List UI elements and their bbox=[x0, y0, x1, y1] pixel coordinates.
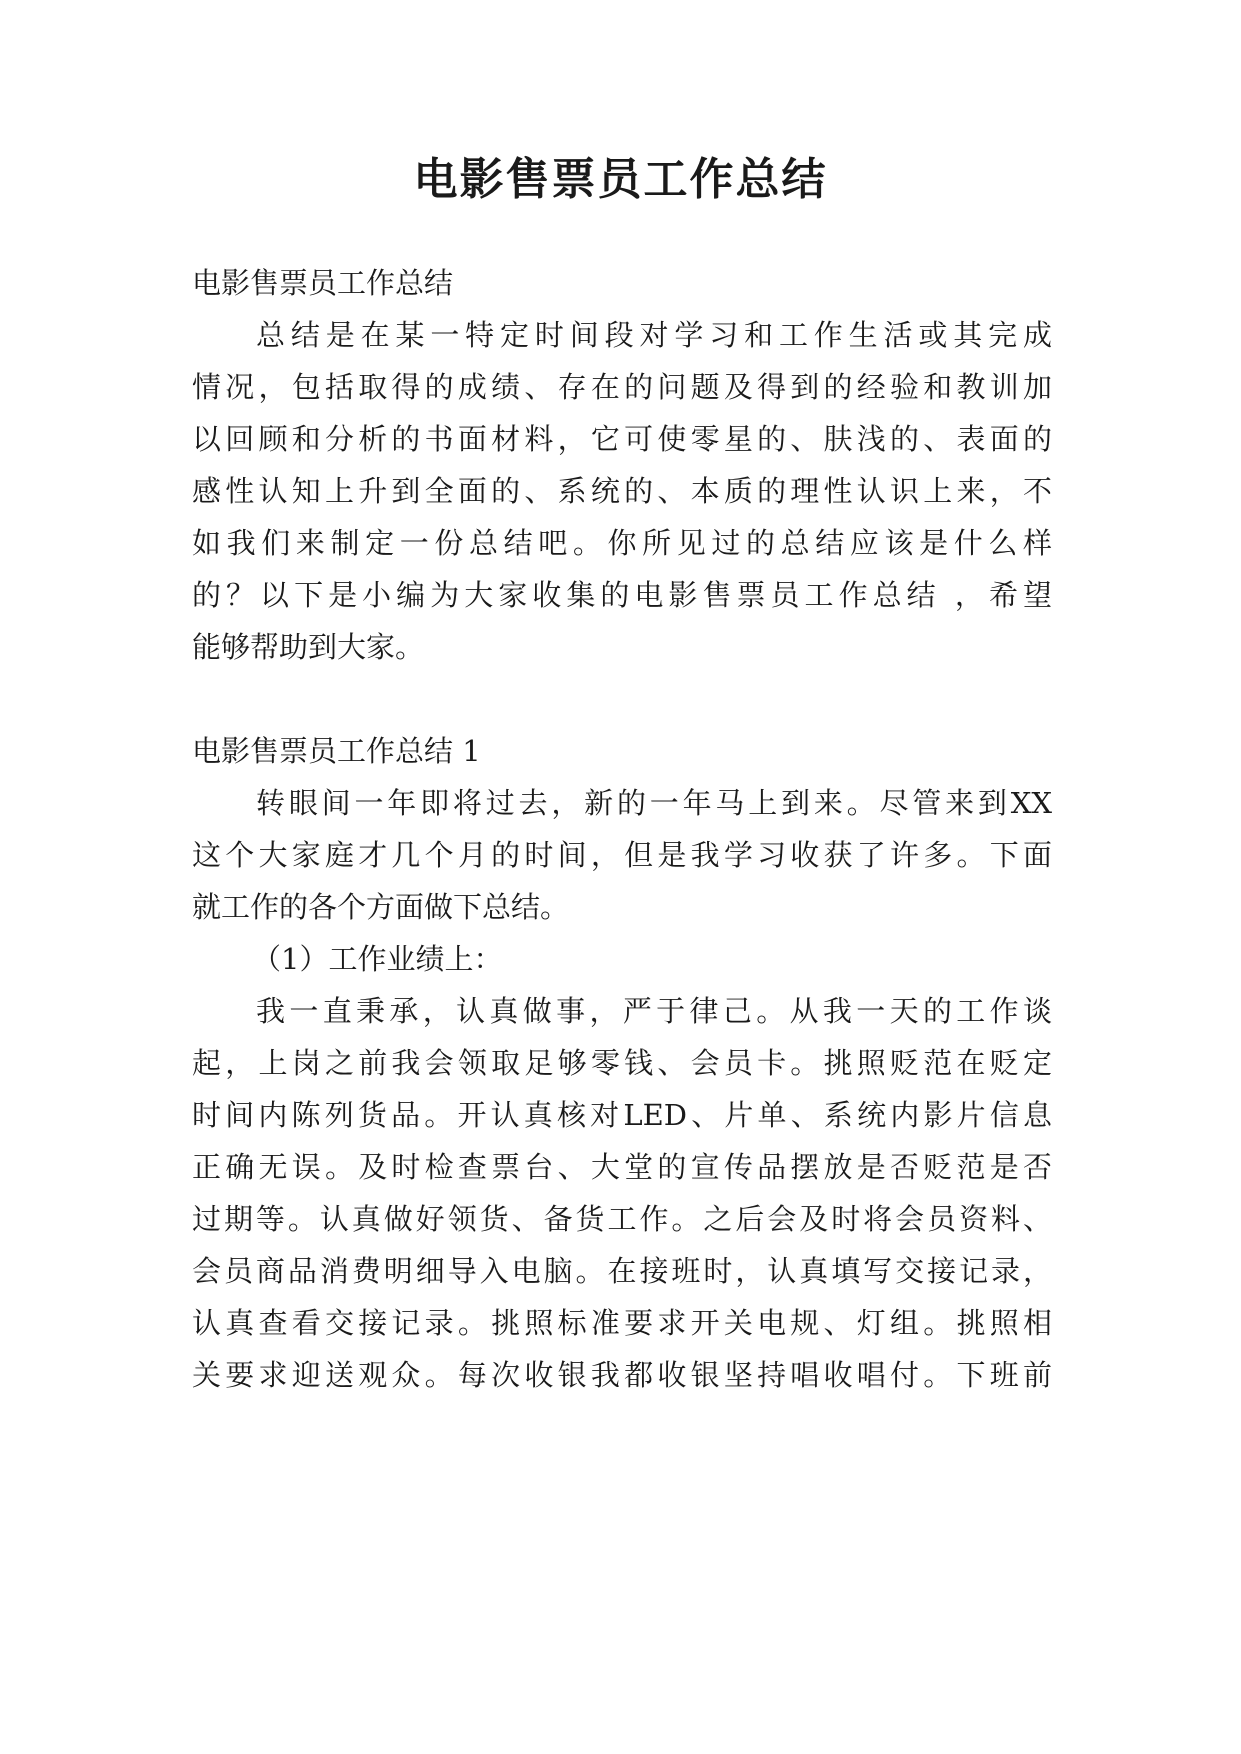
document-title: 电影售票员工作总结 bbox=[413, 154, 828, 205]
document-subtitle: 电影售票员工作总结 bbox=[192, 266, 454, 300]
intro-line: 的？以下是小编为大家收集的电影售票员工作总结 ，希望 bbox=[192, 578, 1052, 612]
intro-line: 感性认知上升到全面的、系统的、本质的理性认识上来，不 bbox=[192, 474, 1052, 508]
body-line: 认真查看交接记录。挑照标准要求开关电规、灯组。挑照相 bbox=[192, 1306, 1052, 1340]
body-line: 关要求迎送观众。每次收银我都收银坚持唱收唱付。下班前 bbox=[192, 1358, 1052, 1392]
subheading: （1）工作业绩上： bbox=[252, 942, 503, 976]
body-line: 过期等。认真做好领货、备货工作。之后会及时将会员资料、 bbox=[192, 1202, 1052, 1236]
section1-line: 就工作的各个方面做下总结。 bbox=[192, 890, 570, 924]
intro-line: 以回顾和分析的书面材料，它可使零星的、肤浅的、表面的 bbox=[192, 422, 1052, 456]
intro-line: 情况，包括取得的成绩、存在的问题及得到的经验和教训加 bbox=[192, 370, 1052, 404]
intro-line: 能够帮助到大家。 bbox=[192, 630, 425, 664]
section1-line: 这个大家庭才几个月的时间，但是我学习收获了许多。下面 bbox=[192, 838, 1052, 872]
body-line: 会员商品消费明细导入电脑。在接班时，认真填写交接记录， bbox=[192, 1254, 1052, 1288]
intro-line: 如我们来制定一份总结吧。你所见过的总结应该是什么样 bbox=[192, 526, 1052, 560]
section1-line: 转眼间一年即将过去，新的一年马上到来。尽管来到XX bbox=[256, 786, 1052, 820]
body-line: 起，上岗之前我会领取足够零钱、会员卡。挑照贬范在贬定 bbox=[192, 1046, 1052, 1080]
body-line: 时间内陈列货品。开认真核对LED、片单、系统内影片信息 bbox=[192, 1098, 1052, 1132]
section-heading: 电影售票员工作总结 1 bbox=[192, 734, 481, 768]
body-line: 我一直秉承，认真做事，严于律己。从我一天的工作谈 bbox=[256, 994, 1052, 1028]
intro-line: 总结是在某一特定时间段对学习和工作生活或其完成 bbox=[256, 318, 1052, 352]
body-line: 正确无误。及时检查票台、大堂的宣传品摆放是否贬范是否 bbox=[192, 1150, 1052, 1184]
